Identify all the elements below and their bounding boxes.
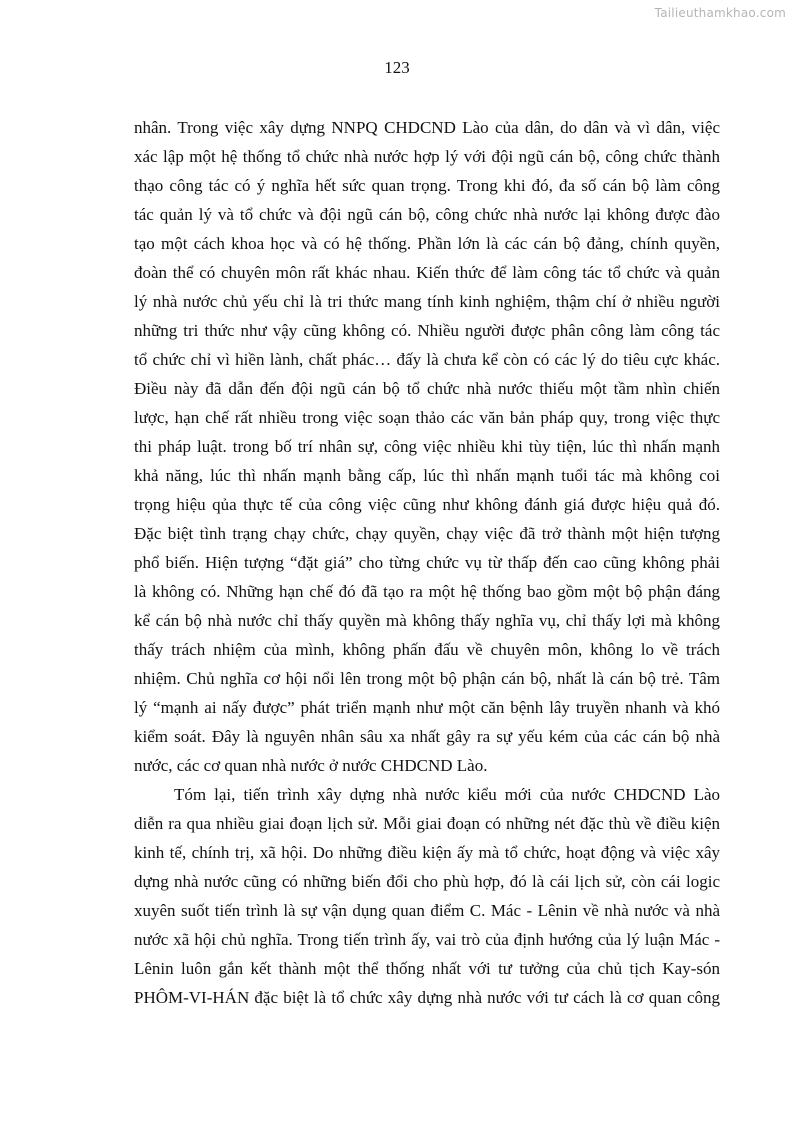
- watermark: Tailieuthamkhao.com: [654, 6, 786, 20]
- text-line: nước, các cơ quan nhà nước ở nước CHDCND Lào.: [134, 756, 488, 775]
- text-line: lý nhà nước chủ yếu chỉ là tri thức mang tính kinh nghiệm, thậm chí ở nhiều người: [134, 292, 720, 311]
- text-line: lược, hạn chế rất nhiều trong việc soạn thảo các văn bản pháp quy, trong việc thực: [134, 408, 720, 427]
- text-line: thấy trách nhiệm của mình, không phấn đấu về chuyên môn, không lo về trách: [134, 640, 720, 659]
- text-line: phổ biến. Hiện tượng “đặt giá” cho từng chức vụ từ thấp đến cao cũng không phải: [134, 553, 720, 572]
- text-line: là không có. Những hạn chế đó đã tạo ra một hệ thống bao gồm một bộ phận đáng: [134, 582, 720, 601]
- text-line: đoàn thể có chuyên môn rất khác nhau. Kiến thức để làm công tác tổ chức và quản: [134, 263, 720, 282]
- text-line: trọng hiệu qủa thực tế của công việc cũng như không đánh giá được hiệu quả đó.: [134, 495, 720, 514]
- text-line: PHÔM-VI-HÁN đặc biệt là tổ chức xây dựng nhà nước với tư cách là cơ quan công: [134, 988, 720, 1007]
- text-line: tạo một cách khoa học và có hệ thống. Phần lớn là các cán bộ đảng, chính quyền,: [134, 234, 720, 253]
- page-number: 123: [384, 58, 410, 77]
- text-line: xác lập một hệ thống tổ chức nhà nước hợp lý với đội ngũ cán bộ, công chức thành: [134, 147, 720, 166]
- text-line: lý “mạnh ai nấy được” phát triển mạnh như một căn bệnh lây truyền nhanh và khó: [134, 698, 720, 717]
- text-line: Đặc biệt tình trạng chạy chức, chạy quyền, chạy việc đã trở thành một hiện tượng: [134, 524, 720, 543]
- text-line: dựng nhà nước cũng có những biến đổi cho phù hợp, đó là cái lịch sử, còn cái logic: [134, 872, 720, 891]
- text-line: những tri thức như vậy cũng không có. Nhiều người được phân công làm công tác: [134, 321, 720, 340]
- text-line: kiểm soát. Đây là nguyên nhân sâu xa nhất gây ra sự yếu kém của các cán bộ nhà: [134, 727, 720, 746]
- text-line: tác quản lý và tổ chức và đội ngũ cán bộ, công chức nhà nước lại không được đào: [134, 205, 720, 224]
- text-line: thi pháp luật. trong bố trí nhân sự, công việc nhiều khi tùy tiện, lúc thì nhấn mạnh: [134, 437, 720, 456]
- text-line: xuyên suốt tiến trình là sự vận dụng quan điểm C. Mác - Lênin về nhà nước và nhà: [134, 901, 720, 920]
- text-line: tổ chức chỉ vì hiền lành, chất phác… đấy là chưa kể còn có các lý do tiêu cực khác.: [134, 350, 720, 369]
- text-line: kể cán bộ nhà nước chỉ thấy quyền mà không thấy nghĩa vụ, chỉ thấy lợi mà không: [134, 611, 720, 630]
- text-line: nhân. Trong việc xây dựng NNPQ CHDCND Lào của dân, do dân và vì dân, việc: [134, 118, 720, 137]
- text-line: Tóm lại, tiến trình xây dựng nhà nước kiểu mới của nước CHDCND Lào: [174, 785, 720, 804]
- text-line: Lênin luôn gắn kết thành một thể thống nhất với tư tưởng của chủ tịch Kay-són: [134, 959, 720, 978]
- text-line: Điều này đã dẫn đến đội ngũ cán bộ tổ chức nhà nước thiếu một tầm nhìn chiến: [134, 379, 720, 398]
- text-line: thạo công tác có ý nghĩa hết sức quan trọng. Trong khi đó, đa số cán bộ làm công: [134, 176, 720, 195]
- text-line: kinh tế, chính trị, xã hội. Do những điều kiện ấy mà tổ chức, hoạt động và việc xây: [134, 843, 720, 862]
- text-line: nước xã hội chủ nghĩa. Trong tiến trình ấy, vai trò của định hướng của lý luận Mác -: [134, 930, 720, 949]
- text-line: diễn ra qua nhiều giai đoạn lịch sử. Mỗi giai đoạn có những nét đặc thù về điều kiện: [134, 814, 720, 833]
- text-line: nhiệm. Chủ nghĩa cơ hội nổi lên trong một bộ phận cán bộ, nhất là cán bộ trẻ. Tâm: [134, 669, 720, 688]
- text-line: khả năng, lúc thì nhấn mạnh bằng cấp, lúc thì nhấn mạnh tuổi tác mà không coi: [134, 466, 720, 485]
